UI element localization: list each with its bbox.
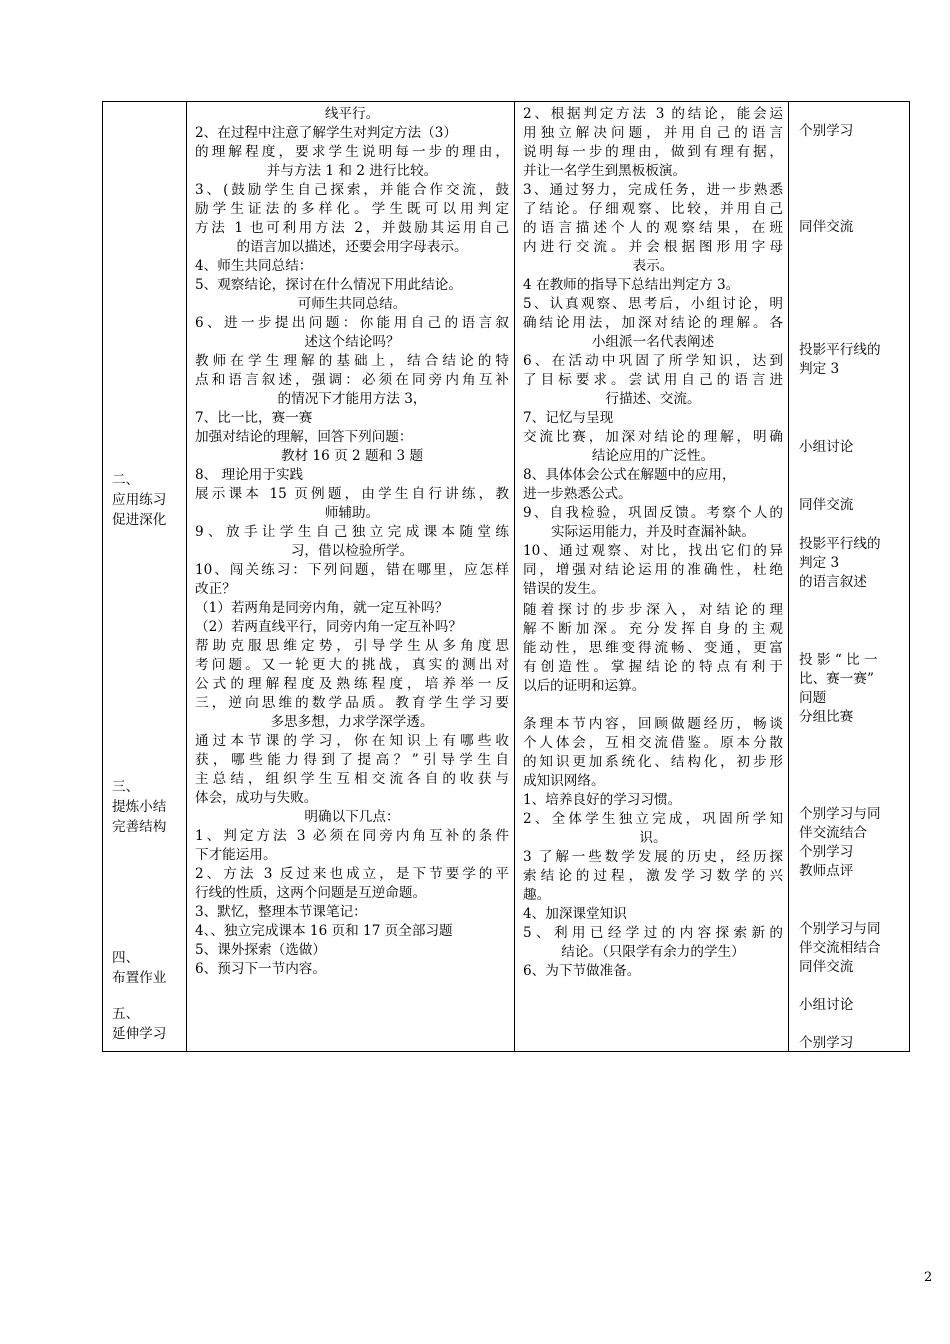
text-line: 解不断加深。充分发挥自身的主观 bbox=[523, 621, 783, 637]
text-line: 7、比一比，赛一赛 bbox=[195, 410, 313, 426]
method-note: 问题 bbox=[799, 690, 827, 706]
teacher-activity-column bbox=[187, 102, 514, 1051]
method-note: 投 影 “ 比 一 bbox=[799, 652, 878, 668]
text-line: 识。 bbox=[639, 830, 667, 846]
text-line: 8、具体体会公式在解题中的应用， bbox=[523, 467, 736, 483]
text-line: 有创造性。掌握结论的特点有利于 bbox=[523, 659, 783, 675]
method-note: 个别学习 bbox=[799, 123, 854, 139]
text-line: 确结论用法，加深对结论的理解。各 bbox=[523, 315, 783, 331]
text-line: 教材 16 页 2 题和 3 题 bbox=[280, 448, 424, 464]
section-heading bbox=[112, 1004, 166, 1044]
text-line: 3、(鼓励学生自己探索，并能合作交流，鼓 bbox=[195, 182, 509, 198]
method-note: 的语言叙述 bbox=[799, 574, 867, 590]
text-line: 索结论的过程，激发学习数学的兴 bbox=[523, 868, 783, 884]
text-line: 述这个结论吗？ bbox=[304, 334, 400, 350]
text-line: 6、在活动中巩固了所学知识，达到 bbox=[523, 353, 783, 369]
text-line: 用独立解决问题，并用自己的语言 bbox=[523, 125, 783, 141]
text-line: 实际运用能力，并及时查漏补缺。 bbox=[551, 524, 755, 540]
method-note: 个别学习 bbox=[799, 844, 854, 860]
text-line: 进一步熟悉公式。 bbox=[523, 486, 632, 502]
section-number: 三、 bbox=[112, 779, 140, 795]
text-line: 成知识网络。 bbox=[523, 773, 605, 789]
text-line: 三，逆向思维的数学品质。教育学生学习要 bbox=[195, 695, 509, 711]
text-line: 内进行交流。并会根据图形用字母 bbox=[523, 239, 783, 255]
text-line: 获，哪些能力得到了提高？”引导学生自 bbox=[195, 752, 509, 768]
text-line: 方法 1 也可利用方法 2，并鼓励其运用自己 bbox=[195, 220, 509, 236]
text-line: 4、师生共同总结： bbox=[195, 258, 313, 274]
text-line: 的语言加以描述，还要会用字母表示。 bbox=[236, 239, 468, 255]
text-line: 了目标要求。尝试用自己的语言进 bbox=[523, 372, 783, 388]
text-line: 随着探讨的步步深入，对结论的理 bbox=[523, 602, 783, 618]
text-line: 的语言描述个人的观察结果，在班 bbox=[523, 220, 783, 236]
text-line: 结论。（只限学有余力的学生） bbox=[561, 944, 745, 960]
section-title: 延伸学习 bbox=[112, 1026, 167, 1042]
text-line: 3、默忆，整理本节课笔记： bbox=[195, 904, 367, 920]
method-note: 小组讨论 bbox=[799, 997, 854, 1013]
section-title: 促进深化 bbox=[112, 512, 167, 528]
text-line: 了结论。仔细观察、比较，并用自己 bbox=[523, 201, 783, 217]
text-line: 1、判定方法 3 必须在同旁内角互补的条件 bbox=[195, 828, 509, 844]
text-line: 改正？ bbox=[195, 581, 236, 597]
text-line: 展示课本 15 页例题，由学生自行讲练，教 bbox=[195, 486, 509, 502]
text-line: 2、在过程中注意了解学生对判定方法（3） bbox=[195, 125, 457, 141]
text-spacer bbox=[523, 696, 783, 715]
method-note: 投影平行线的 bbox=[799, 536, 881, 552]
text-line: 结论应用的广泛性。 bbox=[591, 448, 715, 464]
section-heading bbox=[112, 777, 166, 837]
text-line: 习，借以检验所学。 bbox=[290, 543, 414, 559]
text-line: 错误的发生。 bbox=[523, 581, 605, 597]
method-note: 同伴交流 bbox=[799, 959, 854, 975]
text-line: 的情况下才能用方法 3， bbox=[277, 391, 427, 407]
method-note: 个别学习 bbox=[799, 1035, 854, 1051]
text-line: 2、方法 3 反过来也成立，是下节要学的平 bbox=[195, 866, 509, 882]
text-line: 师辅助。 bbox=[324, 505, 380, 521]
lesson-table bbox=[102, 101, 910, 1052]
text-line: 6、预习下一节内容。 bbox=[195, 961, 326, 977]
method-note: 同伴交流 bbox=[799, 497, 854, 513]
text-line: 10、闯关练习：下列问题，错在哪里，应怎样 bbox=[195, 562, 509, 578]
section-title: 布置作业 bbox=[112, 970, 167, 986]
text-line: 9、放手让学生自己独立完成课本随堂练 bbox=[195, 524, 509, 540]
method-note: 小组讨论 bbox=[799, 439, 854, 455]
text-line: 趣。 bbox=[523, 887, 551, 903]
text-line: 小组派一名代表阐述 bbox=[591, 334, 715, 350]
text-line: 的理解程度，要求学生说明每一步的理由， bbox=[195, 144, 509, 160]
student-activity-column bbox=[515, 102, 788, 1051]
text-line: 公式的理解程度及熟练程度，培养举一反 bbox=[195, 676, 509, 692]
section-column bbox=[103, 102, 186, 1051]
text-line: 4、加深课堂知识 bbox=[523, 906, 627, 922]
text-line: 帮助克服思维定势，引导学生从多角度思 bbox=[195, 638, 509, 654]
text-line: 的知识更加系统化、结构化，初步形 bbox=[523, 754, 783, 770]
text-line: 2、全体学生独立完成，巩固所学知 bbox=[523, 811, 783, 827]
text-line: 4、、独立完成课本 16 页和 17 页全部习题 bbox=[195, 923, 453, 939]
method-note: 投影平行线的 bbox=[799, 342, 881, 358]
text-line: 2、根据判定方法 3 的结论，能会运 bbox=[523, 106, 783, 122]
text-line: 下才能运用。 bbox=[195, 847, 277, 863]
section-number: 五、 bbox=[112, 1006, 140, 1022]
text-line: 3 了解一些数学发展的历史，经历探 bbox=[523, 849, 783, 865]
text-line: 励学生证法的多样化。学生既可以用判定 bbox=[195, 201, 509, 217]
text-line: 5、观察结论，探讨在什么情况下用此结论。 bbox=[195, 277, 462, 293]
section-heading bbox=[112, 948, 166, 988]
text-line: 1、培养良好的学习习惯。 bbox=[523, 792, 682, 808]
text-line: 9、自我检验，巩固反馈。考察个人的 bbox=[523, 505, 783, 521]
method-note: 分组比赛 bbox=[799, 709, 854, 725]
text-line: 条理本节内容，回顾做题经历，畅谈 bbox=[523, 716, 783, 732]
text-line: 7、记忆与呈现 bbox=[523, 410, 614, 426]
text-line: 能动性，思维变得流畅、变通，更富 bbox=[523, 640, 783, 656]
text-line: 以后的证明和运算。 bbox=[523, 678, 646, 694]
text-line: 加强对结论的理解，回答下列问题： bbox=[195, 429, 413, 445]
text-line: 行线的性质，这两个问题是互逆命题。 bbox=[195, 885, 427, 901]
text-line: 多思多想，力求学深学透。 bbox=[270, 714, 434, 730]
text-line: 教师在学生理解的基础上，结合结论的特 bbox=[195, 353, 509, 369]
text-line: 5、利用已经学过的内容探索新的 bbox=[523, 925, 783, 941]
text-line: 明确以下几点： bbox=[304, 809, 400, 825]
text-line: 可师生共同总结。 bbox=[297, 296, 407, 312]
text-line: 主总结，组织学生互相交流各自的收获与 bbox=[195, 771, 509, 787]
text-line: 体会，成功与失败。 bbox=[195, 790, 318, 806]
text-line: 通过本节课的学习，你在知识上有哪些收 bbox=[195, 733, 509, 749]
text-line: 5、课外探索（选做） bbox=[195, 942, 326, 958]
text-line: 行描述、交流。 bbox=[605, 391, 701, 407]
text-line: 并让一名学生到黑板板演。 bbox=[523, 163, 687, 179]
section-heading bbox=[112, 470, 166, 530]
method-note: 个别学习与同 bbox=[799, 806, 881, 822]
text-line: 8、 理论用于实践 bbox=[195, 467, 304, 483]
method-note: 教师点评 bbox=[799, 863, 854, 879]
text-line: 4 在教师的指导下总结出判定方 3。 bbox=[523, 277, 740, 293]
text-line: 6、进一步提出问题：你能用自己的语言叙 bbox=[195, 315, 509, 331]
text-line: 线平行。 bbox=[324, 106, 380, 122]
method-note: 同伴交流 bbox=[799, 219, 854, 235]
text-line: 交流比赛，加深对结论的理解，明确 bbox=[523, 429, 783, 445]
text-line: 考问题。又一轮更大的挑战，真实的测出对 bbox=[195, 657, 509, 673]
text-line: 并与方法 1 和 2 进行比较。 bbox=[266, 163, 438, 179]
method-column bbox=[789, 102, 909, 1051]
text-line: （1）若两角是同旁内角，就一定互补吗？ bbox=[195, 600, 449, 616]
section-number: 四、 bbox=[112, 950, 140, 966]
method-note: 比、赛一赛” bbox=[799, 671, 874, 687]
text-line: 个人体会，互相交流借鉴。原本分散 bbox=[523, 735, 783, 751]
text-line: 点和语言叙述，强调：必须在同旁内角互补 bbox=[195, 372, 509, 388]
text-line: 6、为下节做准备。 bbox=[523, 963, 641, 979]
page-number: 2 bbox=[924, 1270, 933, 1285]
text-line: 10、通过观察、对比，找出它们的异 bbox=[523, 543, 783, 559]
method-note: 伴交流结合 bbox=[799, 825, 867, 841]
text-line: 5、认真观察、思考后，小组讨论，明 bbox=[523, 296, 783, 312]
section-title: 应用练习 bbox=[112, 492, 167, 508]
section-title: 完善结构 bbox=[112, 819, 167, 835]
method-note: 伴交流相结合 bbox=[799, 940, 881, 956]
text-line: （2）若两直线平行，同旁内角一定互补吗？ bbox=[195, 619, 462, 635]
text-line: 表示。 bbox=[632, 258, 674, 274]
method-note: 个别学习与同 bbox=[799, 921, 881, 937]
method-note: 判定 3 bbox=[799, 555, 840, 571]
text-line: 说明每一步的理由，做到有理有据， bbox=[523, 144, 783, 160]
method-note: 判定 3 bbox=[799, 361, 840, 377]
text-line: 同，增强对结论运用的准确性，杜绝 bbox=[523, 562, 783, 578]
text-line: 3、通过努力，完成任务，进一步熟悉 bbox=[523, 182, 783, 198]
section-title: 提炼小结 bbox=[112, 799, 167, 815]
section-number: 二、 bbox=[112, 472, 140, 488]
